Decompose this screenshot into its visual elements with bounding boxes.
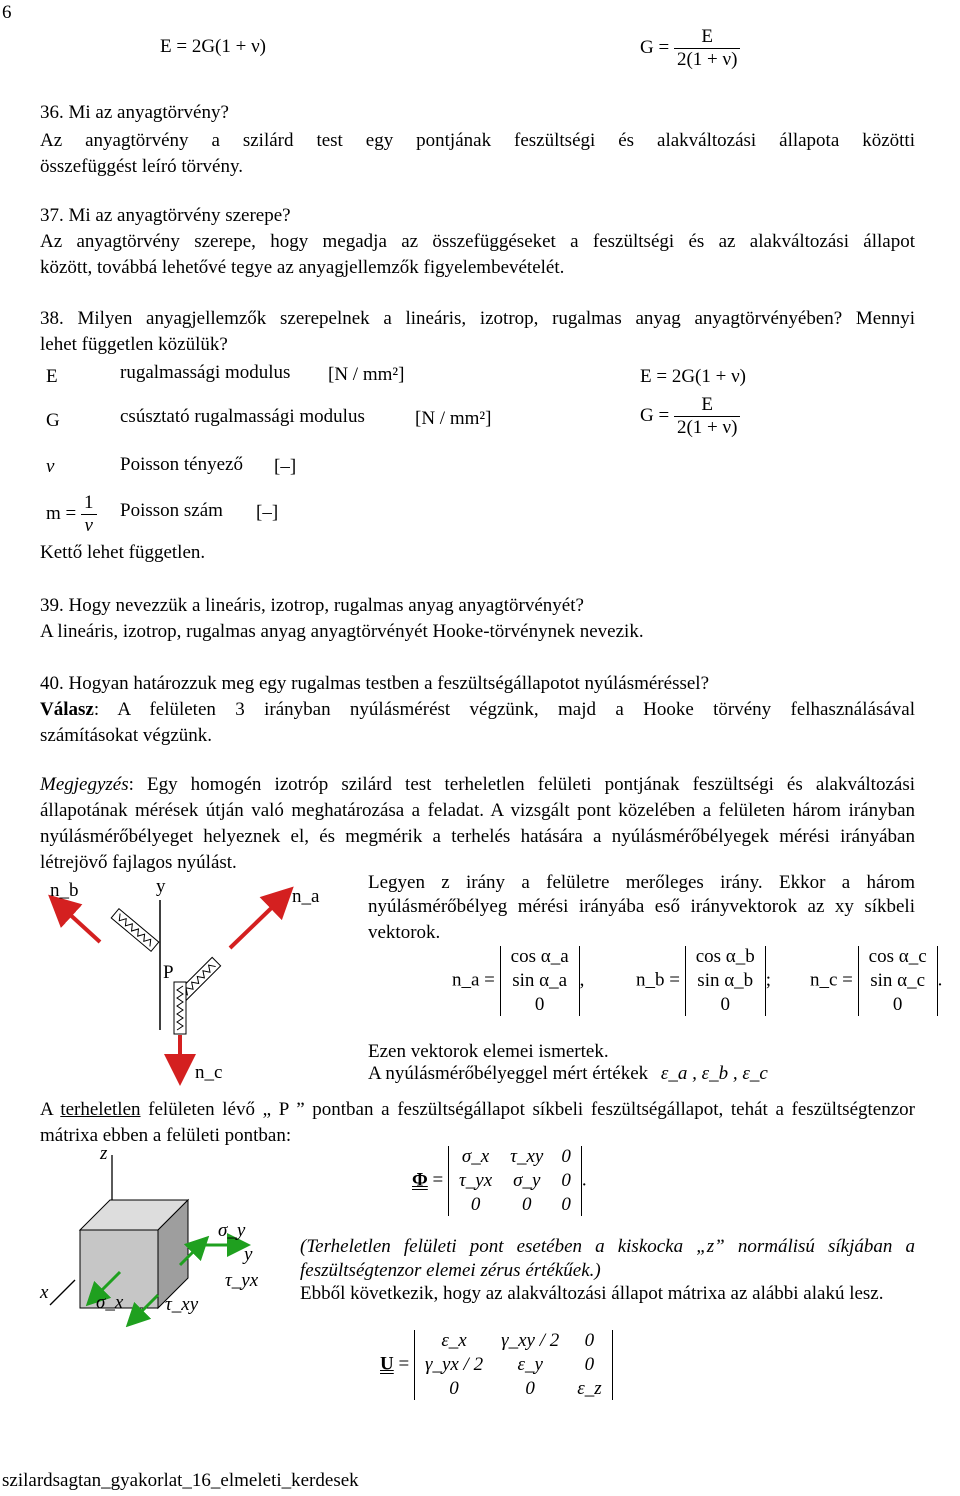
gauge-b <box>111 909 159 952</box>
u-el: 0 <box>449 1378 459 1399</box>
unit-m: [–] <box>256 502 279 523</box>
vectors-line3: vektorok. <box>368 922 441 943</box>
vector-nb-matrix <box>685 946 766 1016</box>
label-na: n_a <box>292 886 320 907</box>
vector-nc-el: cos α_c <box>868 946 927 967</box>
m-denominator: ν <box>84 515 93 536</box>
vector-na <box>452 946 584 1016</box>
footer-filename: szilardsagtan_gyakorlat_16_elmeleti_kerdesek <box>2 1470 359 1491</box>
formula-g-denominator: 2(1 + ν) <box>676 49 738 70</box>
phi-el: 0 <box>561 1170 571 1191</box>
q36-question: 36. Mi az anyagtörvény? <box>40 102 229 123</box>
symbol-m <box>46 492 97 537</box>
desc-e: rugalmassági modulus <box>120 362 291 383</box>
phi-matrix <box>448 1146 582 1216</box>
na-arrow <box>230 892 288 948</box>
u-el: 0 <box>584 1330 595 1351</box>
unit-e: [N / mm²] <box>328 364 405 385</box>
u-el: 0 <box>584 1354 595 1375</box>
q37-answer-line2: között, továbbá lehetővé tegye az anyagjellemzők figyelembevételét. <box>40 257 565 278</box>
u-el: 0 <box>525 1378 535 1399</box>
formula-g-lhs: G = <box>640 36 670 58</box>
vector-na-matrix <box>500 946 580 1016</box>
desc-m: Poisson szám <box>120 500 223 521</box>
phi-el: 0 <box>561 1194 571 1215</box>
label-nc: n_c <box>195 1062 223 1083</box>
answer-text: : A felületen 3 irányban nyúlásmérést végzünk, majd a Hooke törvény felhasználásával <box>93 699 915 720</box>
q36-answer-line1: Az anyagtörvény a szilárd test egy pontjának feszültségi és alakváltozási állapota közötti <box>40 130 915 151</box>
label-p: P <box>163 962 174 983</box>
q38-question-line2: lehet független közülük? <box>40 334 228 355</box>
q38-formula-g <box>640 394 740 439</box>
q37-answer-line1: Az anyagtörvény szerepe, hogy megadja az összefüggéseket a feszültségi és az alakváltozási állapot <box>40 231 915 252</box>
vectors-line2: nyúlásmérőbélyeg mérési irányába eső irányvektorok az xy síkbeli <box>368 896 915 917</box>
nb-arrow <box>54 900 100 942</box>
u-symbol: U <box>380 1353 394 1375</box>
u-el: ε_y <box>517 1354 543 1375</box>
vector-nb <box>636 946 771 1016</box>
vector-nc-el: sin α_c <box>870 970 926 991</box>
vectors-measured <box>368 1063 768 1085</box>
phi-el: 0 <box>521 1194 532 1215</box>
cube-label-y: y <box>244 1244 253 1265</box>
answer-label: Válasz <box>40 699 94 720</box>
q38-question-line1: 38. Milyen anyagjellemzők szerepelnek a lineáris, izotrop, rugalmas anyag anyagtörvényében? Mennyi <box>40 308 915 329</box>
desc-nu: Poisson tényező <box>120 454 243 475</box>
cube-tau-xy: τ_xy <box>165 1294 199 1315</box>
formula-g-fraction <box>674 26 740 71</box>
sep-semicolon: ; <box>765 969 772 991</box>
q40-note-line1 <box>40 772 915 798</box>
note-label: Megjegyzés <box>40 774 129 795</box>
measured-text: A nyúlásmérőbélyeggel mért értékek <box>368 1063 649 1084</box>
measured-values: ε_a , ε_b , ε_c <box>660 1063 768 1084</box>
u-el: γ_xy / 2 <box>501 1330 560 1351</box>
sep-comma: , <box>579 969 585 991</box>
phi-el: 0 <box>561 1146 571 1167</box>
note-text: : Egy homogén izotróp szilárd test terheletlen felületi pontjának feszültségi és alakváltozási <box>128 774 915 795</box>
desc-g: csúsztató rugalmassági modulus <box>120 406 365 427</box>
gauge-c <box>174 982 186 1034</box>
phi-matrix-equation: Φ = σ_x τ_xy 0 τ_yx σ_y 0 0 0 0 . <box>412 1146 587 1215</box>
formula-g-numerator: E <box>674 26 740 49</box>
vector-na-lhs: n_a = <box>452 969 495 991</box>
vector-nb-el: sin α_b <box>697 970 754 991</box>
vector-na-el: 0 <box>534 994 545 1015</box>
symbol-m-lhs: m = <box>46 502 77 524</box>
vector-nc-el: 0 <box>892 994 903 1015</box>
u-el: γ_yx / 2 <box>424 1354 484 1375</box>
vectors-known: Ezen vektorok elemei ismertek. <box>368 1041 609 1062</box>
cube-label-z: z <box>100 1143 108 1164</box>
vector-na-el: sin α_a <box>512 970 568 991</box>
symbol-e: E <box>46 366 58 387</box>
intro-underlined: terheletlen <box>60 1099 141 1120</box>
q40-note-line2: állapotának mérések útján való meghatározása a feladat. A vizsgált pont közelében a felületen három irányban <box>40 800 915 821</box>
u-matrix <box>414 1330 613 1400</box>
q40-answer-line2: számításokat végzünk. <box>40 725 213 746</box>
m-fraction <box>81 492 97 537</box>
cube-sigma-y: σ_y <box>218 1220 246 1241</box>
q40-question: 40. Hogyan határozzuk meg egy rugalmas testben a feszültségállapotot nyúlásméréssel? <box>40 673 709 694</box>
symbol-nu: ν <box>46 456 55 477</box>
q39-answer: A lineáris, izotrop, rugalmas anyag anyagtörvényét Hooke-törvénynek nevezik. <box>40 621 644 642</box>
q38-formula-g-fraction <box>674 394 740 439</box>
phi-el: τ_xy <box>510 1146 544 1167</box>
unit-nu: [–] <box>274 456 297 477</box>
stress-intro-line2: mátrixa ebben a felületi pontban: <box>40 1125 292 1146</box>
phi-el: σ_y <box>513 1170 541 1191</box>
formula-g <box>640 26 740 71</box>
q37-question: 37. Mi az anyagtörvény szerepe? <box>40 205 291 226</box>
label-nb: n_b <box>50 880 79 901</box>
q38-formula-g-denominator: 2(1 + ν) <box>676 417 738 438</box>
cube-tau-yx: τ_yx <box>225 1270 259 1291</box>
u-el: ε_z <box>577 1378 602 1399</box>
stress-note-line2: feszültségtenzor elemei zérus értékűek.) <box>300 1260 601 1281</box>
stress-intro-line1 <box>40 1097 915 1123</box>
q39-question: 39. Hogy nevezzük a lineáris, izotrop, rugalmas anyag anyagtörvényét? <box>40 595 584 616</box>
vector-nb-el: 0 <box>720 994 730 1015</box>
q38-formula-g-numerator: E <box>674 394 740 417</box>
cube-label-x: x <box>40 1282 49 1303</box>
intro-pre: A <box>40 1099 61 1120</box>
vectors-line1: Legyen z irány a felületre merőleges irány. Ekkor a három <box>368 872 915 893</box>
phi-el: τ_yx <box>458 1170 493 1191</box>
vector-nc <box>810 946 942 1016</box>
vector-nb-lhs: n_b = <box>636 969 680 991</box>
symbol-g: G <box>46 410 60 431</box>
q40-answer-line1 <box>40 697 915 723</box>
m-numerator: 1 <box>81 492 97 515</box>
q40-note-line4: létrejövő fajlagos nyúlást. <box>40 852 237 873</box>
formula-e-2g: E = 2G(1 + ν) <box>160 36 267 57</box>
vector-nc-matrix <box>858 946 938 1016</box>
q36-answer-line2: összefüggést leíró törvény. <box>40 156 243 177</box>
stress-note-line1: (Terheletlen felületi pont esetében a kiskocka „z” normálisú síkjában a <box>300 1236 915 1257</box>
q40-note-line3: nyúlásmérőbélyeget helyeznek el, és megmérik a terhelés hatására a nyúlásmérőbélyegek mérési irányában <box>40 826 915 847</box>
vector-na-el: cos α_a <box>510 946 569 967</box>
q38-formula-g-lhs: G = <box>640 404 670 426</box>
q38-formula-e: E = 2G(1 + ν) <box>640 366 747 387</box>
intro-post: felületen lévő „ P ” pontban a feszültségállapot síkbeli feszültségállapot, tehát a feszültségtenzor <box>140 1099 915 1120</box>
u-el: ε_x <box>441 1330 467 1351</box>
phi-el: σ_x <box>461 1146 490 1167</box>
phi-symbol: Φ <box>412 1169 428 1191</box>
sep-period: . <box>937 969 943 991</box>
u-matrix-equation: U = ε_x γ_xy / 2 0 γ_yx / 2 ε_y 0 0 0 ε_z <box>380 1330 613 1400</box>
cube-sigma-x: σ_x <box>96 1292 124 1313</box>
q38-conclusion: Kettő lehet független. <box>40 542 206 563</box>
vector-nb-el: cos α_b <box>695 946 755 967</box>
phi-el: 0 <box>470 1194 481 1215</box>
vector-nc-lhs: n_c = <box>810 969 853 991</box>
x-axis <box>50 1280 75 1305</box>
label-y: y <box>156 876 166 897</box>
page-number: 6 <box>2 2 12 23</box>
unit-g: [N / mm²] <box>415 408 492 429</box>
stress-follow: Ebből következik, hogy az alakváltozási állapot mátrixa az alábbi alakú lesz. <box>300 1283 884 1304</box>
